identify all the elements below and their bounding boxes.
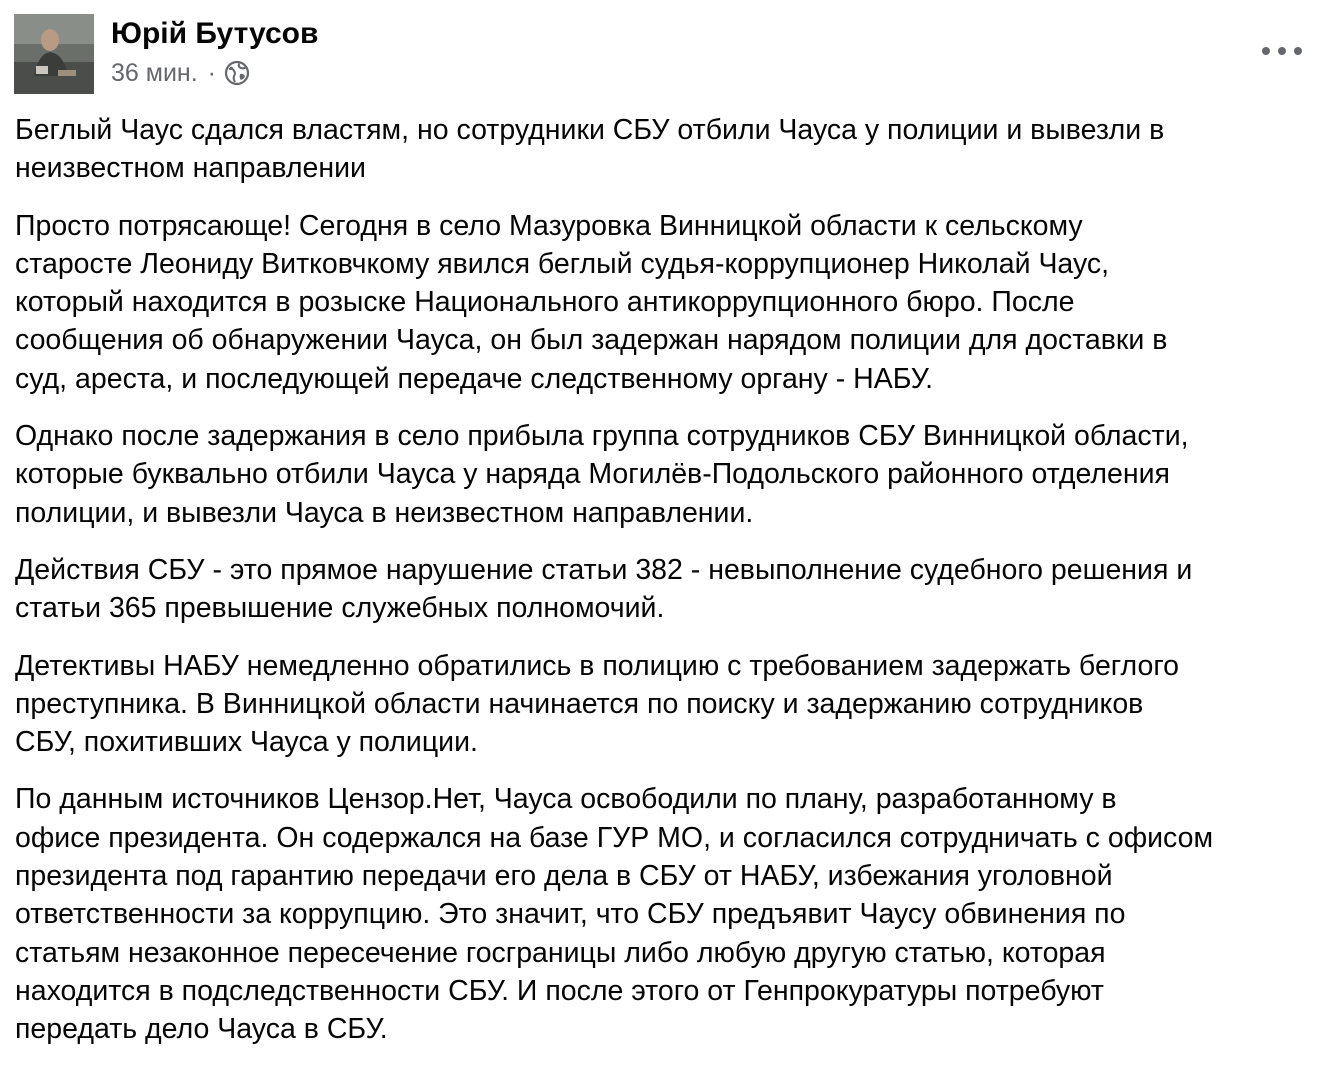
meta-separator: ·: [207, 58, 216, 87]
post-paragraph-1: Беглый Чаус сдался властям, но сотрудники СБУ отбили Чауса у полиции и вывезли в неизвестном направлении: [15, 114, 1165, 185]
post-paragraph-3: Однако после задержания в село прибыла группа сотрудников СБУ Винницкой области, которые буквально отбили Чауса у наряда Могилёв-Подольского районного отделения полиции, и вывезли Чауса в неизвестном направлении.: [15, 420, 1189, 529]
more-options-icon[interactable]: [1262, 36, 1302, 66]
post-paragraph-5: Детективы НАБУ немедленно обратились в полицию с требованием задержать беглого преступника. В Винницкой области начинается по поиску и задержанию сотрудников СБУ, похитивших Чауса у полиции.: [15, 649, 1179, 759]
dot-icon: [1278, 47, 1286, 55]
post-meta: [111, 58, 250, 88]
post-body: [15, 111, 1315, 1068]
globe-icon[interactable]: [224, 60, 250, 86]
dot-icon: [1294, 47, 1302, 55]
post-paragraph-2: Просто потрясающе! Сегодня в село Мазуровка Винницкой области к сельскому старосте Леониду Витковчкому явился беглый судья-коррупционер Николай Чаус, который находится в розыске Национального антикоррупционного бюро. После сообщения об обнаружении Чауса, он был задержан нарядом полиции для доставки в суд, ареста, и последующей передаче следственному органу - НАБУ.: [15, 209, 1168, 395]
avatar[interactable]: [14, 14, 94, 94]
post-header: [14, 14, 1310, 94]
author-name[interactable]: Юрій Бутусов: [111, 17, 319, 50]
post-timestamp[interactable]: 36 мин.: [111, 58, 198, 87]
post-paragraph-6: По данным источников Цензор.Нет, Чауса освободили по плану, разработанному в офисе президента. Он содержался на базе ГУР МО, и согласился сотрудничать с офисом президента под гарантию передачи его дела в СБУ от НАБУ, избежания уголовной ответственности за коррупцию. Это значит, что СБУ предъявит Чаусу обвинения по статьям незаконное пересечение госграницы либо любую другую статью, которая находится в подследственности СБУ. И после этого от Генпрокуратуры потребуют передать дело Чауса в СБУ.: [15, 783, 1214, 1046]
post-paragraph-4: Действия СБУ - это прямое нарушение статьи 382 - невыполнение судебного решения и статьи 365 превышение служебных полномочий.: [15, 553, 1193, 625]
dot-icon: [1262, 47, 1270, 55]
avatar-photo: [14, 14, 94, 94]
